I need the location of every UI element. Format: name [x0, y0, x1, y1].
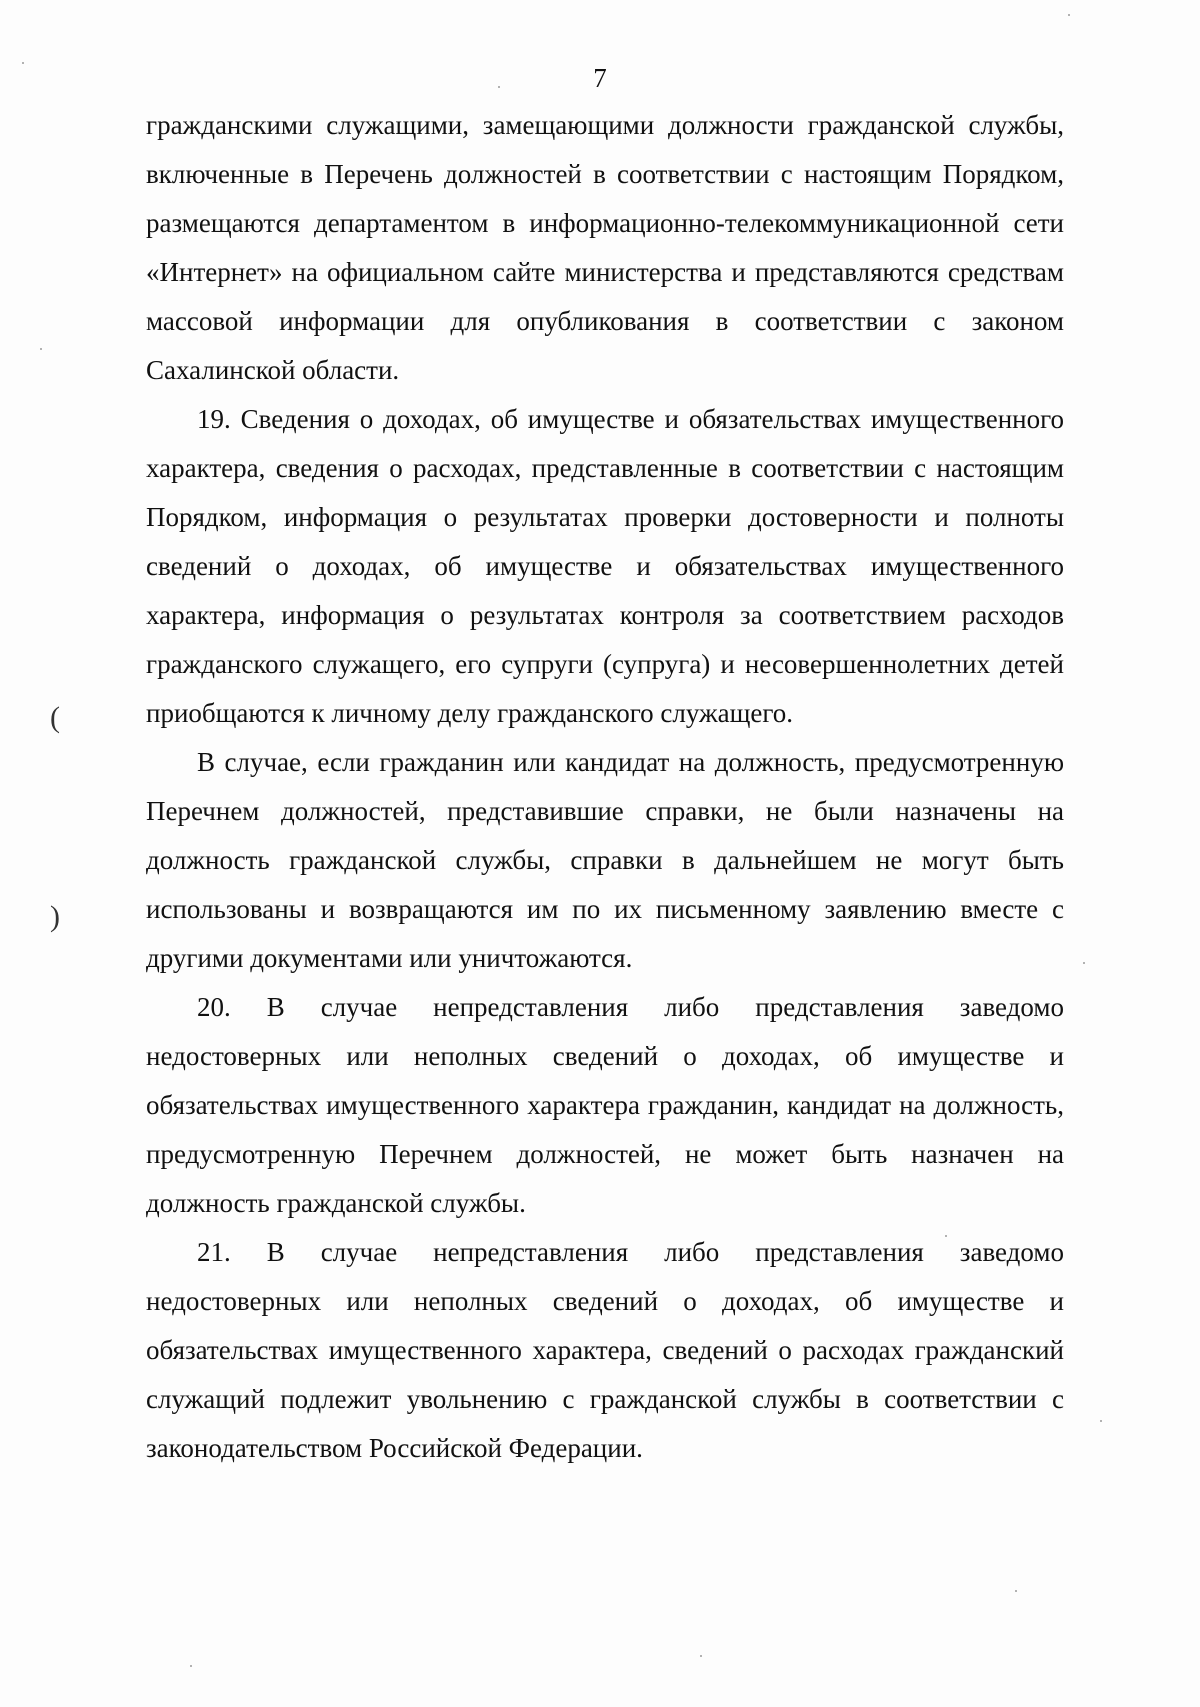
scan-speck [1100, 1420, 1102, 1422]
paragraph-19-second: В случае, если гражданин или кандидат на должность, предусмотренную Перечнем должностей, представившие справки, не были назначены на должность гражданской службы, справки в дальнейшем не могут быть использованы и возвращаются им по их письменному заявлению вместе с другими документами или уничтожаются. [146, 747, 1064, 973]
scan-speck [700, 1655, 702, 1657]
page-number: 7 [593, 63, 607, 93]
paragraph-continuation: гражданскими служащими, замещающими должности гражданской службы, включенные в Перечень должностей в соответствии с настоящим Порядком, размещаются департаментом в информационно-телекоммуникационной сети «Интернет» на официальном сайте министерства и представляются средствам массовой информации для опубликования в соответствии с законом Сахалинской области. [146, 110, 1064, 385]
scan-speck [945, 1235, 947, 1237]
scan-speck [40, 348, 42, 350]
scan-speck [1015, 1590, 1017, 1592]
scan-speck [22, 62, 24, 64]
scan-speck [1068, 14, 1070, 16]
scan-speck [190, 1665, 192, 1667]
paragraph-20: 20. В случае непредставления либо представления заведомо недостоверных или неполных сведений о доходах, об имуществе и обязательствах имущественного характера гражданин, кандидат на должность, предусмотренную Перечнем должностей, не может быть назначен на должность гражданской службы. [146, 992, 1064, 1218]
margin-bracket-close: ) [50, 900, 60, 933]
scan-speck [1083, 962, 1085, 964]
paragraph-19: 19. Сведения о доходах, об имуществе и обязательствах имущественного характера, сведения о расходах, представленные в соответствии с настоящим Порядком, информация о результатах проверки достоверности и полноты сведений о доходах, об имуществе и обязательствах имущественного характера, информация о результатах контроля за соответствием расходов гражданского служащего, его супруги (супруга) и несовершеннолетних детей приобщаются к личному делу гражданского служащего. [146, 404, 1064, 728]
margin-bracket-open: ( [50, 701, 60, 734]
paragraph-21: 21. В случае непредставления либо представления заведомо недостоверных или неполных сведений о доходах, об имуществе и обязательствах имущественного характера, сведений о расходах гражданский служащий подлежит увольнению с гражданской службы в соответствии с законодательством Российской Федерации. [146, 1237, 1064, 1463]
scan-speck [498, 86, 500, 88]
document-body [146, 101, 1064, 1473]
